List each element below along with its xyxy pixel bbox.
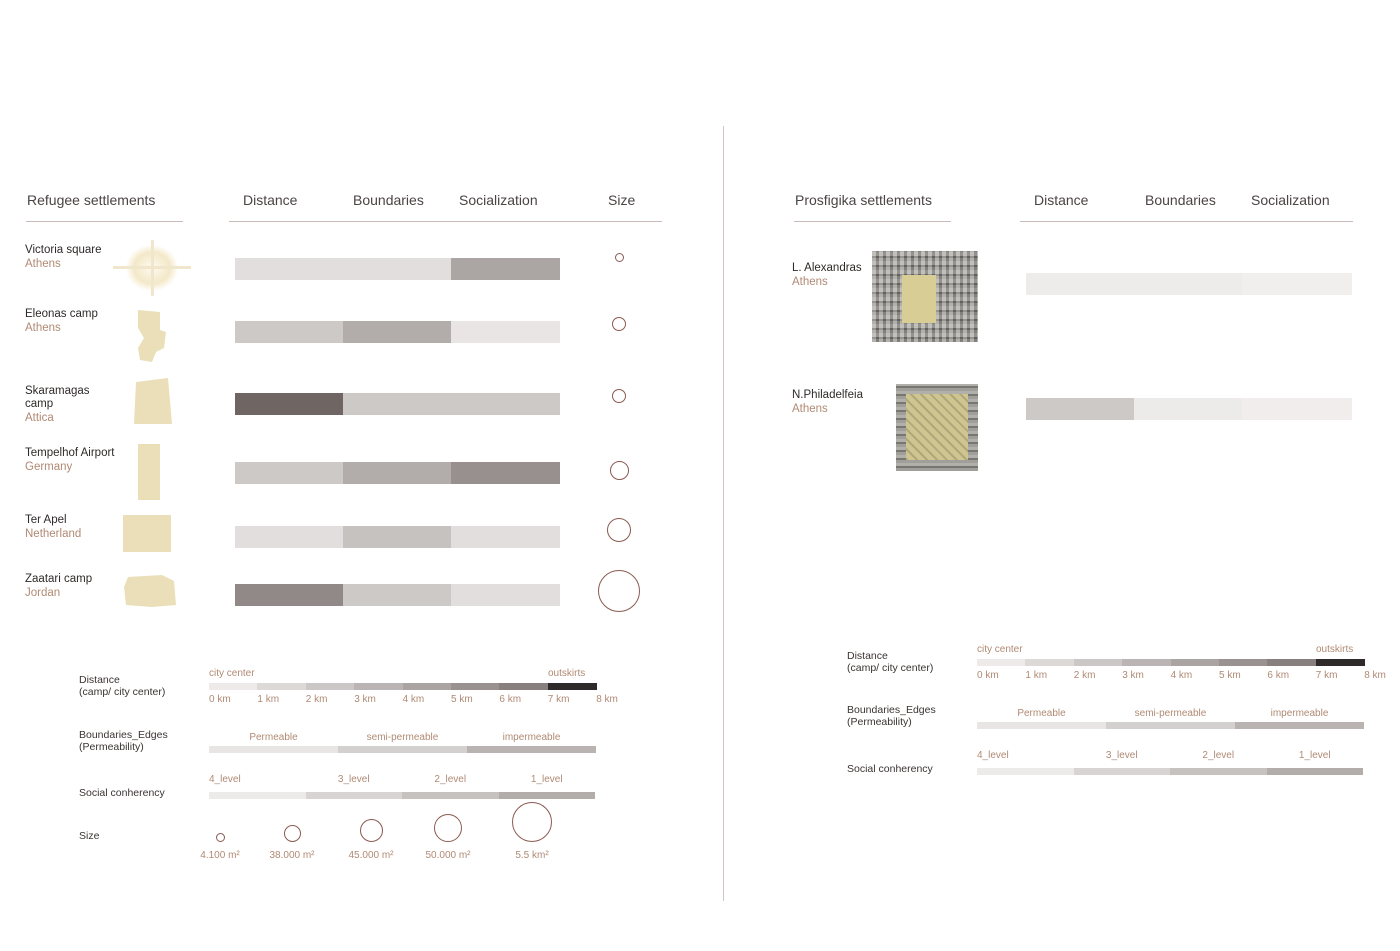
legend-city-center: city center (209, 668, 255, 679)
left-row-location: Jordan (25, 587, 61, 599)
right-settlements-header: Prosfigika settlements (795, 192, 932, 208)
km-tick-label: 1 km (257, 694, 280, 705)
socialization-bar (451, 258, 560, 280)
km-tick-label: 0 km (977, 670, 999, 681)
left-distance-header: Distance (243, 192, 298, 208)
zaatari-camp-footprint (122, 573, 180, 609)
distance-bar (1026, 273, 1134, 295)
social-level-label: 3_level (1105, 750, 1138, 761)
size-legend-circle (434, 814, 462, 842)
distance-scale-step (306, 683, 355, 690)
distance-scale-step (451, 683, 500, 690)
boundaries-level-bar (977, 722, 1106, 729)
size-circle (615, 253, 624, 262)
distance-bar (235, 258, 343, 280)
boundaries-level-bar (209, 746, 338, 753)
social-level-bar (1074, 768, 1171, 775)
right-legend-boundaries-label: Boundaries_Edges (Permeability) (847, 704, 936, 728)
distance-bar (1026, 398, 1134, 420)
left-settlements-header: Refugee settlements (27, 192, 156, 208)
distance-bar (235, 462, 343, 484)
right-row-name: L. Alexandras (792, 262, 862, 274)
boundaries-bar (343, 321, 451, 343)
km-tick-label: 3 km (354, 694, 376, 705)
left-row-name: Ter Apel (25, 514, 67, 526)
social-level-bar (499, 792, 596, 799)
size-legend-circle (360, 819, 383, 842)
left-row-name: Eleonas camp (25, 308, 98, 320)
legend-outskirts: outskirts (548, 668, 586, 679)
legend-distance-gradient (209, 683, 596, 690)
right-distance-header: Distance (1034, 192, 1089, 208)
right-legend-distance-gradient (977, 659, 1364, 666)
legend-size-scale (190, 806, 590, 866)
boundaries-level-label: semi-permeable (366, 732, 439, 743)
distance-scale-step (1316, 659, 1365, 666)
socialization-bar (451, 393, 560, 415)
size-legend-circle (512, 802, 552, 842)
center-divider (723, 126, 724, 901)
legend-boundaries-label: Boundaries_Edges (Permeability) (79, 729, 168, 753)
size-circle (607, 518, 631, 542)
boundaries-level-label: Permeable (249, 732, 298, 743)
social-level-label: 2_level (434, 774, 467, 785)
legend-distance-label: Distance (camp/ city center) (79, 674, 166, 698)
km-tick-label: 1 km (1025, 670, 1048, 681)
left-row-location: Attica (25, 412, 54, 424)
left-header-rule-2 (229, 221, 662, 222)
legend-size-label: Size (79, 830, 100, 842)
right-row-location: Athens (792, 403, 828, 415)
distance-bar (235, 321, 343, 343)
social-level-bar (209, 792, 306, 799)
size-legend-value: 5.5 km² (515, 850, 549, 861)
tempelhof-footprint (138, 444, 160, 500)
left-socialization-header: Socialization (459, 192, 538, 208)
boundaries-level-label: Permeable (1017, 708, 1066, 719)
size-legend-value: 45.000 m² (348, 850, 394, 861)
distance-bar (235, 393, 343, 415)
right-legend-social-label: Social conherency (847, 763, 933, 775)
philadelfeia-aerial-image (896, 384, 978, 471)
left-row-name: Tempelhof Airport (25, 447, 115, 459)
distance-scale-step (209, 683, 258, 690)
km-tick-label: 2 km (1073, 670, 1096, 681)
right-legend-city-center: city center (977, 644, 1023, 655)
right-legend-outskirts: outskirts (1316, 644, 1354, 655)
boundaries-bar (1134, 273, 1242, 295)
right-legend-km-ticks (977, 670, 1387, 684)
legend-social-label: Social conherency (79, 787, 165, 799)
socialization-bar (1242, 273, 1352, 295)
boundaries-bar (343, 584, 451, 606)
km-tick-label: 2 km (305, 694, 328, 705)
legend-boundaries-scale (209, 732, 596, 754)
distance-scale-step (403, 683, 452, 690)
distance-scale-step (1025, 659, 1074, 666)
size-circle (598, 570, 640, 612)
social-level-label: 4_level (209, 774, 241, 785)
km-tick-label: 7 km (547, 694, 570, 705)
distance-scale-step (1267, 659, 1316, 666)
distance-scale-step (499, 683, 548, 690)
boundaries-bar (343, 462, 451, 484)
social-level-label: 3_level (337, 774, 370, 785)
boundaries-level-label: impermeable (1270, 708, 1329, 719)
left-size-header: Size (608, 192, 636, 208)
left-row-location: Athens (25, 258, 61, 270)
left-row-name: Skaramagas camp (25, 385, 90, 410)
boundaries-bar (1134, 398, 1242, 420)
boundaries-level-label: impermeable (502, 732, 561, 743)
km-tick-label: 5 km (1219, 670, 1241, 681)
boundaries-bar (343, 526, 451, 548)
size-legend-value: 4.100 m² (200, 850, 240, 861)
size-legend-circle (216, 833, 225, 842)
boundaries-level-bar (467, 746, 596, 753)
left-row-location: Netherland (25, 528, 82, 540)
left-boundaries-header: Boundaries (353, 192, 424, 208)
social-level-label: 1_level (530, 774, 563, 785)
right-legend-social-scale (977, 750, 1363, 776)
km-tick-label: 7 km (1315, 670, 1338, 681)
boundaries-bar (343, 258, 451, 280)
boundaries-level-bar (1106, 722, 1235, 729)
distance-bar (235, 584, 343, 606)
size-circle (612, 317, 626, 331)
left-header-rule-1 (26, 221, 183, 222)
size-legend-value: 38.000 m² (269, 850, 315, 861)
size-circle (610, 461, 629, 480)
right-header-rule-1 (794, 221, 951, 222)
distance-scale-step (977, 659, 1026, 666)
distance-scale-step (548, 683, 597, 690)
boundaries-bar (343, 393, 451, 415)
km-tick-label: 0 km (209, 694, 231, 705)
social-level-bar (306, 792, 403, 799)
distance-scale-step (1074, 659, 1123, 666)
skaramagas-camp-footprint (132, 376, 176, 426)
victoria-square-footprint (113, 240, 191, 296)
right-row-location: Athens (792, 276, 828, 288)
socialization-bar (451, 462, 560, 484)
km-tick-label: 8 km (596, 694, 618, 705)
social-level-label: 1_level (1298, 750, 1331, 761)
right-header-rule-2 (1020, 221, 1353, 222)
size-circle (612, 389, 626, 403)
social-level-bar (1267, 768, 1364, 775)
social-level-bar (1170, 768, 1267, 775)
social-level-label: 4_level (977, 750, 1009, 761)
left-row-location: Germany (25, 461, 73, 473)
distance-bar (235, 526, 343, 548)
km-tick-label: 6 km (499, 694, 522, 705)
socialization-bar (1242, 398, 1352, 420)
boundaries-level-label: semi-permeable (1134, 708, 1207, 719)
social-level-bar (402, 792, 499, 799)
right-legend-boundaries-scale (977, 708, 1364, 730)
km-tick-label: 4 km (402, 694, 425, 705)
right-boundaries-header: Boundaries (1145, 192, 1216, 208)
boundaries-level-bar (338, 746, 467, 753)
social-level-bar (977, 768, 1074, 775)
socialization-bar (451, 321, 560, 343)
right-row-name: N.Philadelfeia (792, 389, 863, 401)
distance-scale-step (354, 683, 403, 690)
left-row-name: Victoria square (25, 244, 102, 256)
size-legend-value: 50.000 m² (425, 850, 471, 861)
alexandras-aerial-image (872, 251, 978, 342)
right-legend-distance-label: Distance (camp/ city center) (847, 650, 934, 674)
size-legend-circle (284, 825, 301, 842)
km-tick-label: 8 km (1364, 670, 1386, 681)
social-level-label: 2_level (1202, 750, 1235, 761)
km-tick-label: 4 km (1170, 670, 1193, 681)
right-socialization-header: Socialization (1251, 192, 1330, 208)
socialization-bar (451, 584, 560, 606)
km-tick-label: 5 km (451, 694, 473, 705)
distance-scale-step (257, 683, 306, 690)
left-row-location: Athens (25, 322, 61, 334)
socialization-bar (451, 526, 560, 548)
ter-apel-footprint (123, 515, 171, 552)
eleonas-camp-footprint (134, 308, 168, 364)
legend-social-scale (209, 774, 595, 800)
distance-scale-step (1171, 659, 1220, 666)
km-tick-label: 6 km (1267, 670, 1290, 681)
left-row-name: Zaatari camp (25, 573, 93, 585)
distance-scale-step (1219, 659, 1268, 666)
distance-scale-step (1122, 659, 1171, 666)
legend-km-ticks (209, 694, 618, 708)
km-tick-label: 3 km (1122, 670, 1144, 681)
boundaries-level-bar (1235, 722, 1364, 729)
